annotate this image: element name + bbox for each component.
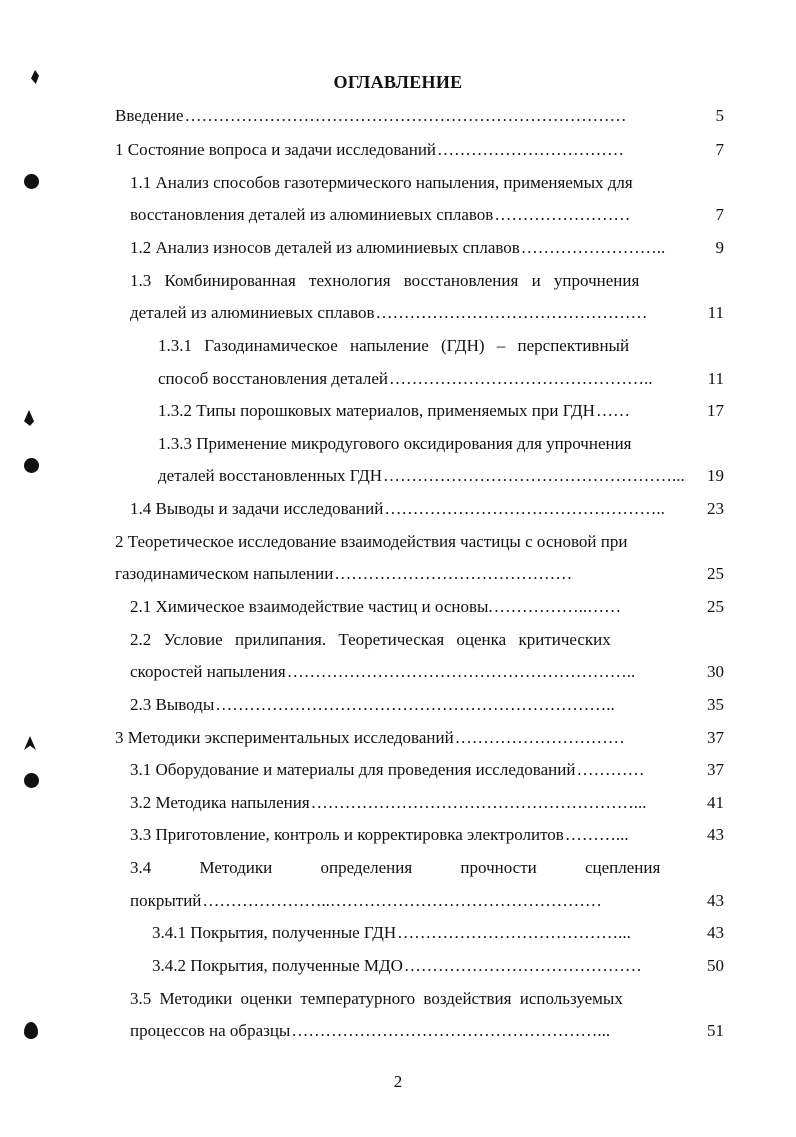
toc-entry bbox=[130, 238, 695, 258]
toc-entry bbox=[158, 401, 695, 421]
entry-page: 43 bbox=[707, 825, 724, 844]
entry-page: 37 bbox=[707, 760, 724, 779]
entry-text: 3.4.1 Покрытия, полученные ГДН bbox=[152, 923, 397, 942]
entry-text: 1.1 Анализ способов газотермического напыления, применяемых для bbox=[130, 173, 633, 192]
margin-dot bbox=[24, 174, 39, 189]
toc-entry bbox=[115, 140, 695, 160]
margin-mark bbox=[24, 410, 34, 426]
toc-entry bbox=[130, 760, 695, 780]
margin-mark bbox=[24, 736, 36, 750]
margin-dot bbox=[24, 458, 39, 473]
leader-dots: ………... bbox=[564, 825, 629, 844]
entry-page: 25 bbox=[707, 597, 724, 616]
toc-entry bbox=[158, 434, 695, 454]
entry-page: 41 bbox=[707, 793, 724, 812]
toc-entry bbox=[115, 532, 695, 552]
entry-page: 19 bbox=[707, 466, 724, 485]
entry-page: 11 bbox=[707, 303, 724, 322]
entry-text: процессов на образцы bbox=[130, 1021, 291, 1040]
leader-dots: …………………………………………………... bbox=[310, 793, 647, 812]
entry-page: 9 bbox=[715, 238, 724, 257]
toc-entry bbox=[115, 564, 655, 584]
leader-dots: ………………………… bbox=[454, 728, 625, 747]
leader-dots: ………………………………………………... bbox=[291, 1021, 611, 1040]
entry-page: 7 bbox=[715, 205, 724, 224]
entry-text: деталей из алюминиевых сплавов bbox=[130, 303, 375, 322]
leader-dots: …… bbox=[595, 401, 630, 420]
toc-entry bbox=[158, 336, 695, 356]
entry-text: 3.4 Методики определения прочности сцепления bbox=[130, 858, 661, 877]
entry-text: 2.2 Условие прилипания. Теоретическая оценка критических bbox=[130, 630, 611, 649]
leader-dots: …………………………………………………….. bbox=[286, 662, 636, 681]
entry-text: 1.4 Выводы и задачи исследований bbox=[130, 499, 384, 518]
entry-text: 3.5 Методики оценки температурного воздействия используемых bbox=[130, 989, 623, 1008]
leader-dots: ……………………………………………... bbox=[383, 466, 685, 485]
entry-text: 3.4.2 Покрытия, полученные МДО bbox=[152, 956, 403, 975]
leader-dots: …………………….. bbox=[520, 238, 666, 257]
toc-entry bbox=[130, 793, 695, 813]
toc-entry bbox=[158, 466, 695, 486]
leader-dots: …………………………………… bbox=[334, 564, 573, 583]
entry-text: 2.1 Химическое взаимодействие частиц и основы. bbox=[130, 597, 493, 616]
entry-page: 5 bbox=[715, 106, 724, 125]
page-title: ОГЛАВЛЕНИЕ bbox=[333, 72, 463, 92]
entry-text: 1.3.2 Типы порошковых материалов, применяемых при ГДН bbox=[158, 401, 595, 420]
entry-text: 2.3 Выводы bbox=[130, 695, 215, 714]
toc-entry bbox=[130, 989, 695, 1009]
entry-text: способ восстановления деталей bbox=[158, 369, 388, 388]
entry-text: 1.3.1 Газодинамическое напыление (ГДН) – перспективный bbox=[158, 336, 630, 355]
leader-dots: ………………………………………….. bbox=[384, 499, 665, 518]
toc-entry bbox=[130, 597, 670, 617]
toc-entry bbox=[130, 499, 695, 519]
toc-entry bbox=[130, 173, 695, 193]
leader-dots: ………… bbox=[576, 760, 645, 779]
entry-text: 1.3 Комбинированная технология восстановления и упрочнения bbox=[130, 271, 640, 290]
leader-dots: ……………..…… bbox=[493, 597, 622, 616]
margin-mark bbox=[24, 1022, 38, 1039]
entry-text: покрытий bbox=[130, 891, 202, 910]
entry-page: 50 bbox=[707, 956, 724, 975]
leader-dots: …………………… bbox=[494, 205, 631, 224]
leader-dots: …………………..………………………………………… bbox=[202, 891, 602, 910]
entry-text: Введение bbox=[115, 106, 184, 125]
entry-text: 2 Теоретическое исследование взаимодействия частицы с основой при bbox=[115, 532, 628, 551]
toc-entry bbox=[130, 662, 695, 682]
entry-text: 1 Состояние вопроса и задачи исследований bbox=[115, 140, 437, 159]
entry-page: 25 bbox=[707, 564, 724, 583]
toc-entry bbox=[130, 271, 695, 291]
entry-page: 43 bbox=[707, 891, 724, 910]
entry-page: 51 bbox=[707, 1021, 724, 1040]
leader-dots: …………………………………... bbox=[397, 923, 631, 942]
entry-page: 37 bbox=[707, 728, 724, 747]
entry-text: 1.2 Анализ износов деталей из алюминиевых сплавов bbox=[130, 238, 520, 257]
leader-dots: …………………………………… bbox=[403, 956, 642, 975]
toc-entry bbox=[130, 695, 695, 715]
entry-text: 3 Методики экспериментальных исследований bbox=[115, 728, 454, 747]
entry-text: 1.3.3 Применение микродугового оксидирования для упрочнения bbox=[158, 434, 632, 453]
toc-entry bbox=[158, 369, 695, 389]
toc-entry bbox=[130, 205, 695, 225]
page-number: 2 bbox=[393, 1072, 403, 1091]
leader-dots: ……………………………………….. bbox=[388, 369, 653, 388]
entry-text: скоростей напыления bbox=[130, 662, 286, 681]
entry-page: 17 bbox=[707, 401, 724, 420]
toc-entry bbox=[130, 630, 695, 650]
entry-text: 3.3 Приготовление, контроль и корректировка электролитов bbox=[130, 825, 564, 844]
toc-entry bbox=[115, 728, 690, 748]
entry-text: 3.2 Методика напыления bbox=[130, 793, 310, 812]
leader-dots: …………………………………………………………….. bbox=[215, 695, 615, 714]
entry-page: 43 bbox=[707, 923, 724, 942]
entry-page: 35 bbox=[707, 695, 724, 714]
entry-text: газодинамическом напылении bbox=[115, 564, 334, 583]
entry-text: деталей восстановленных ГДН bbox=[158, 466, 383, 485]
entry-text: 3.1 Оборудование и материалы для проведения исследований bbox=[130, 760, 576, 779]
entry-page: 11 bbox=[707, 369, 724, 388]
leader-dots: …………………………… bbox=[437, 140, 625, 159]
toc-entry bbox=[130, 303, 690, 323]
margin-dot bbox=[24, 773, 39, 788]
toc-entry bbox=[130, 858, 695, 878]
leader-dots: …………………………………………………………………… bbox=[184, 106, 627, 125]
toc-entry bbox=[115, 106, 725, 126]
leader-dots: ………………………………………… bbox=[375, 303, 648, 322]
toc-entry bbox=[130, 891, 690, 911]
toc-entry bbox=[152, 923, 695, 943]
toc-entry bbox=[130, 825, 695, 845]
entry-page: 23 bbox=[707, 499, 724, 518]
entry-text: восстановления деталей из алюминиевых сплавов bbox=[130, 205, 494, 224]
toc-entry bbox=[130, 1021, 695, 1041]
entry-page: 7 bbox=[715, 140, 724, 159]
toc-entry bbox=[152, 956, 695, 976]
entry-page: 30 bbox=[707, 662, 724, 681]
